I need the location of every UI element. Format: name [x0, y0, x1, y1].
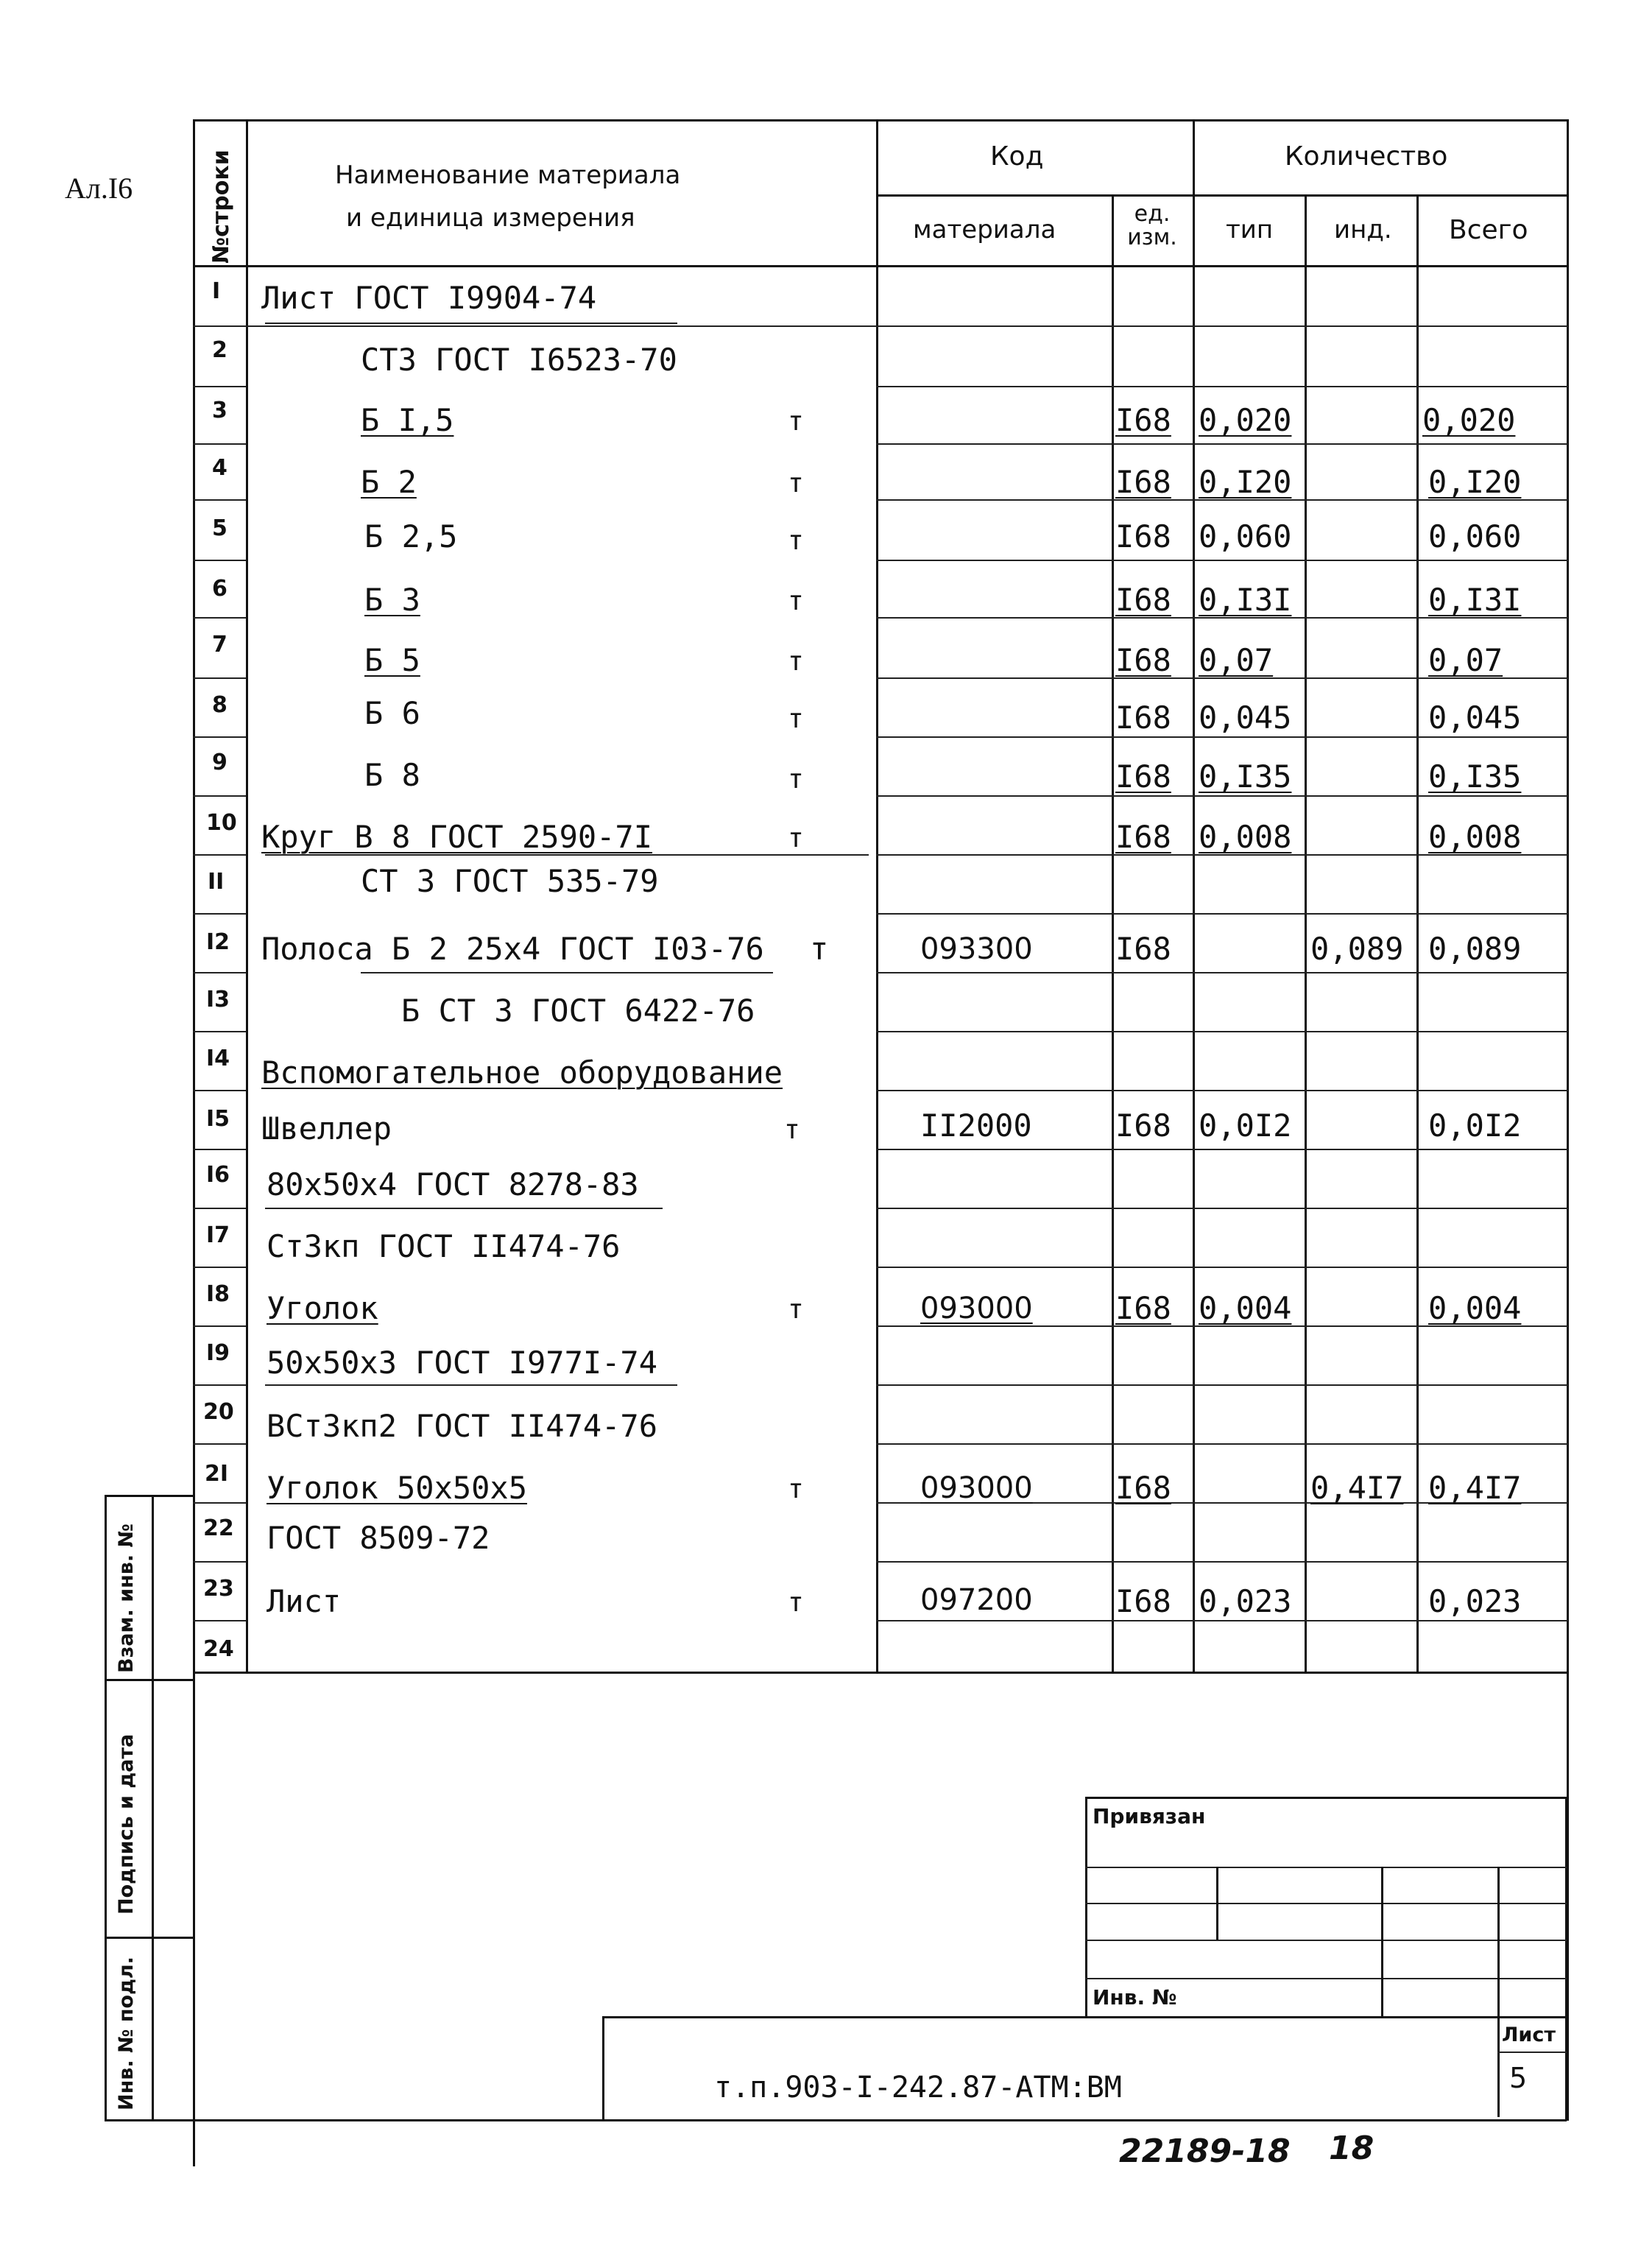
row-typ: 0,020: [1199, 402, 1292, 438]
row-name: Ст3кп ГОСТ II474-76: [267, 1228, 621, 1264]
row-total: 0,0I2: [1428, 1107, 1522, 1144]
row-unit: т: [788, 526, 804, 556]
row-name: Б 2: [361, 464, 417, 500]
row-name: ГОСТ 8509-72: [267, 1520, 490, 1556]
row-name: СТ 3 ГОСТ 535-79: [361, 863, 659, 899]
row-number: I5: [206, 1106, 230, 1132]
row-ed: I68: [1115, 758, 1171, 795]
row-ed: I68: [1115, 1470, 1171, 1506]
row-name: Вспомогательное оборудование: [261, 1054, 783, 1091]
header-code: Код: [990, 141, 1044, 172]
row-number: 23: [203, 1576, 234, 1602]
row-number: 6: [212, 576, 227, 602]
row-total: 0,023: [1428, 1583, 1522, 1619]
row-name: Лист ГОСТ I9904-74: [261, 280, 597, 316]
row-ed: I68: [1115, 819, 1171, 855]
row-number: 7: [212, 632, 227, 658]
row-unit: т: [788, 823, 804, 853]
row-number: I4: [206, 1046, 230, 1071]
row-name: Б 3: [364, 582, 420, 618]
row-code: 093000: [920, 1471, 1033, 1505]
stamp-doc-code: т.п.903-I-242.87-АТМ:ВМ: [714, 2071, 1122, 2105]
row-typ: 0,I3I: [1199, 582, 1292, 618]
row-total: 0,020: [1422, 402, 1516, 438]
row-unit: т: [788, 468, 804, 499]
sheet-label: Ал.I6: [65, 172, 133, 205]
stamp-list-no: 5: [1509, 2062, 1528, 2094]
row-total: 0,I3I: [1428, 582, 1522, 618]
row-total: 0,045: [1428, 700, 1522, 736]
header-quantity: Количество: [1285, 141, 1448, 172]
row-typ: 0,004: [1199, 1290, 1292, 1326]
row-unit: т: [788, 1588, 804, 1618]
footer-number: 22189-18: [1119, 2133, 1291, 2170]
row-total: 0,089: [1428, 931, 1522, 967]
row-name: Б 8: [364, 757, 420, 793]
row-name: Круг В 8 ГОСТ 2590-7I: [261, 819, 653, 855]
row-number: I8: [206, 1281, 230, 1307]
row-number: 3: [212, 398, 227, 423]
row-unit: т: [810, 931, 829, 967]
row-ind: 0,4I7: [1310, 1470, 1404, 1506]
row-name: 50х50х3 ГОСТ I977I-74: [267, 1345, 658, 1381]
row-ind: 0,089: [1310, 931, 1404, 967]
row-ed: I68: [1115, 1290, 1171, 1326]
row-number: I6: [206, 1162, 230, 1188]
row-total: 0,07: [1428, 642, 1503, 678]
row-unit: т: [788, 1295, 804, 1325]
row-number: 4: [212, 455, 227, 481]
row-number: I3: [206, 987, 230, 1012]
header-code-material: материала: [913, 215, 1056, 244]
row-typ: 0,045: [1199, 700, 1292, 736]
row-total: 0,004: [1428, 1290, 1522, 1326]
header-q-total: Всего: [1449, 215, 1528, 245]
row-code: 093300: [920, 932, 1033, 966]
row-name: Б 6: [364, 695, 420, 731]
row-typ: 0,I20: [1199, 464, 1292, 500]
row-total: 0,4I7: [1428, 1470, 1522, 1506]
row-unit: т: [788, 1474, 804, 1504]
row-typ: 0,0I2: [1199, 1107, 1292, 1144]
stamp-privyazan: Привязан: [1093, 1804, 1206, 1828]
header-name-line2: и единица измерения: [346, 203, 635, 233]
row-number: 5: [212, 515, 227, 541]
header-code-unit: ед. изм.: [1127, 201, 1177, 250]
row-ed: I68: [1115, 1107, 1171, 1144]
row-unit: т: [788, 704, 804, 734]
row-typ: 0,008: [1199, 819, 1292, 855]
row-typ: 0,I35: [1199, 758, 1292, 795]
side-label-inv-podl: Инв. № подл.: [115, 1957, 138, 2110]
row-number: 2I: [205, 1461, 229, 1487]
row-total: 0,008: [1428, 819, 1522, 855]
row-name: Уголок 50х50х5: [267, 1470, 528, 1506]
header-name-line1: Наименование материала: [335, 161, 681, 190]
row-name: Б СТ 3 ГОСТ 6422-76: [401, 993, 755, 1029]
row-number: 24: [203, 1636, 234, 1662]
row-number: 20: [203, 1399, 234, 1425]
row-typ: 0,060: [1199, 518, 1292, 554]
row-name: Лист: [267, 1583, 342, 1619]
row-number: 8: [212, 692, 227, 718]
row-ed: I68: [1115, 402, 1171, 438]
row-number: 2: [212, 337, 227, 363]
row-number: I2: [206, 929, 230, 955]
row-number: II: [208, 869, 225, 895]
header-q-type: тип: [1226, 215, 1274, 244]
row-total: 0,I35: [1428, 758, 1522, 795]
row-ed: I68: [1115, 518, 1171, 554]
header-q-ind: инд.: [1334, 215, 1392, 244]
row-ed: I68: [1115, 582, 1171, 618]
row-unit: т: [788, 647, 804, 677]
header-row-no: №строки: [208, 149, 234, 264]
row-total: 0,060: [1428, 518, 1522, 554]
row-name: Б I,5: [361, 402, 454, 438]
row-code: 093000: [920, 1292, 1033, 1325]
row-name: СТ3 ГОСТ I6523-70: [361, 342, 677, 378]
row-name: Полоса Б 2 25х4 ГОСТ I03-76: [261, 931, 764, 967]
footer-page: 18: [1329, 2130, 1374, 2167]
stamp-inv-no: Инв. №: [1093, 1985, 1177, 2010]
row-name: Б 5: [364, 642, 420, 678]
row-unit: т: [788, 406, 804, 437]
row-code: 097200: [920, 1583, 1033, 1617]
side-label-vzam: Взам. инв. №: [115, 1523, 138, 1673]
stamp-list-label: Лист: [1502, 2024, 1556, 2046]
row-typ: 0,07: [1199, 642, 1274, 678]
row-code: II2000: [920, 1107, 1032, 1144]
row-ed: I68: [1115, 1583, 1171, 1619]
row-ed: I68: [1115, 700, 1171, 736]
row-ed: I68: [1115, 642, 1171, 678]
row-ed: I68: [1115, 931, 1171, 967]
row-number: 9: [212, 750, 227, 775]
row-name: Швеллер: [261, 1110, 392, 1147]
row-number: I9: [206, 1340, 230, 1366]
row-number: I: [212, 278, 221, 304]
row-number: 22: [203, 1515, 234, 1541]
row-total: 0,I20: [1428, 464, 1522, 500]
row-unit: т: [788, 764, 804, 795]
side-label-podpis: Подпись и дата: [115, 1733, 138, 1915]
row-name: Б 2,5: [364, 518, 458, 554]
row-name: ВСт3кп2 ГОСТ II474-76: [267, 1408, 658, 1444]
row-typ: 0,023: [1199, 1583, 1292, 1619]
row-name: 80х50х4 ГОСТ 8278-83: [267, 1166, 639, 1202]
row-unit: т: [784, 1115, 800, 1145]
row-number: 10: [206, 810, 237, 836]
row-ed: I68: [1115, 464, 1171, 500]
row-unit: т: [788, 586, 804, 616]
row-number: I7: [206, 1222, 230, 1248]
row-name: Уголок: [267, 1290, 378, 1326]
